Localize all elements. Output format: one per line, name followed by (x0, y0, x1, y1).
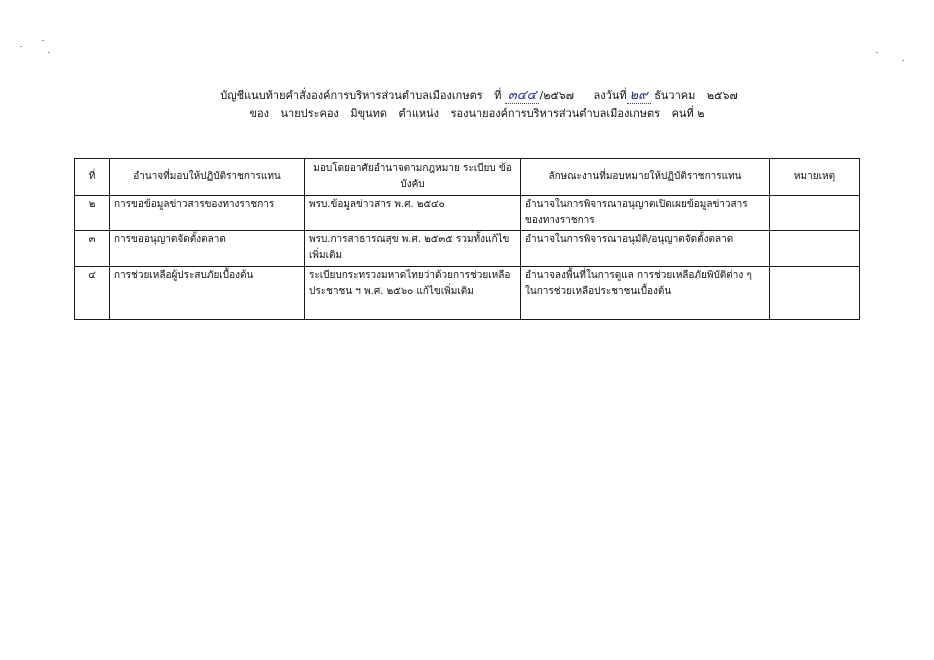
table-row (75, 231, 860, 267)
row-note (770, 196, 860, 231)
row-law: ระเบียบกระทรวงมหาดไทยว่าด้วยการช่วยเหลือประชาชน ฯ พ.ศ. ๒๕๖๐ แก้ไขเพิ่มเติม (305, 267, 521, 320)
position-value: รองนายองค์การบริหารส่วนตำบลเมืองเกษตร (450, 107, 661, 120)
date-label: ลงวันที่ (593, 89, 627, 102)
row-number: ๔ (75, 267, 110, 320)
row-authority: การขออนุญาตจัดตั้งตลาด (110, 231, 305, 267)
delegation-table (74, 158, 860, 320)
row-task: อำนาจลงพื้นที่ในการดูแล การช่วยเหลือภัยพิบัติต่าง ๆ ในการช่วยเหลือประชาชนเบื้องต้น (521, 267, 770, 320)
row-law: พรบ.ข้อมูลข่าวสาร พ.ศ. ๒๕๔๐ (305, 196, 521, 231)
scan-speck (48, 52, 50, 53)
row-number: ๓ (75, 231, 110, 267)
scan-speck (876, 52, 878, 53)
column-header-task: ลักษณะงานที่มอบหมายให้ปฏิบัติราชการแทน (521, 159, 770, 196)
date-year: ๒๕๖๗ (706, 89, 738, 102)
row-authority: การขอข้อมูลข่าวสารของทางราชการ (110, 196, 305, 231)
person-surname: มิขุนทด (350, 107, 387, 120)
header-line-1 (12, 84, 934, 105)
column-header-authority: อำนาจที่มอบให้ปฏิบัติราชการแทน (110, 159, 305, 196)
table-header-row (75, 159, 860, 196)
rank: คนที่ ๒ (671, 107, 705, 120)
order-number-handwritten: ๓๔๔ (505, 88, 540, 104)
header-line-2 (10, 104, 934, 122)
row-authority: การช่วยเหลือผู้ประสบภัยเบื้องต้น (110, 267, 305, 320)
row-note (770, 267, 860, 320)
order-number-suffix: /๒๕๖๗ (539, 89, 575, 102)
date-day-handwritten: ๒๙ (627, 88, 651, 104)
row-note (770, 231, 860, 267)
row-task: อำนาจในการพิจารณาอนุมัติ/อนุญาตจัดตั้งตลาด (521, 231, 770, 267)
table-row (75, 267, 860, 320)
date-month: ธันวาคม (654, 89, 696, 102)
row-number: ๒ (75, 196, 110, 231)
position-label: ตำแหน่ง (398, 107, 440, 120)
column-header-note: หมายเหตุ (770, 159, 860, 196)
column-header-no: ที่ (75, 159, 110, 196)
row-task: อำนาจในการพิจารณาอนุญาตเปิดเผยข้อมูลข่าวสารของทางราชการ (521, 196, 770, 231)
table-row (75, 196, 860, 231)
row-law: พรบ.การสาธารณสุข พ.ศ. ๒๕๓๕ รวมทั้งแก้ไขเพิ่มเติม (305, 231, 521, 267)
person-name: นายประคอง (280, 107, 339, 120)
scan-speck (902, 60, 904, 61)
of-label: ของ (249, 107, 270, 120)
order-number-label: ที่ (494, 89, 502, 102)
scan-speck (42, 40, 44, 41)
order-title: บัญชีแนบท้ายคำสั่งองค์การบริหารส่วนตำบลเมืองเกษตร (220, 89, 483, 102)
scan-speck (20, 46, 22, 47)
column-header-law: มอบโดยอาศัยอำนาจตามกฎหมาย ระเบียบ ข้อบังคับ (305, 159, 521, 196)
